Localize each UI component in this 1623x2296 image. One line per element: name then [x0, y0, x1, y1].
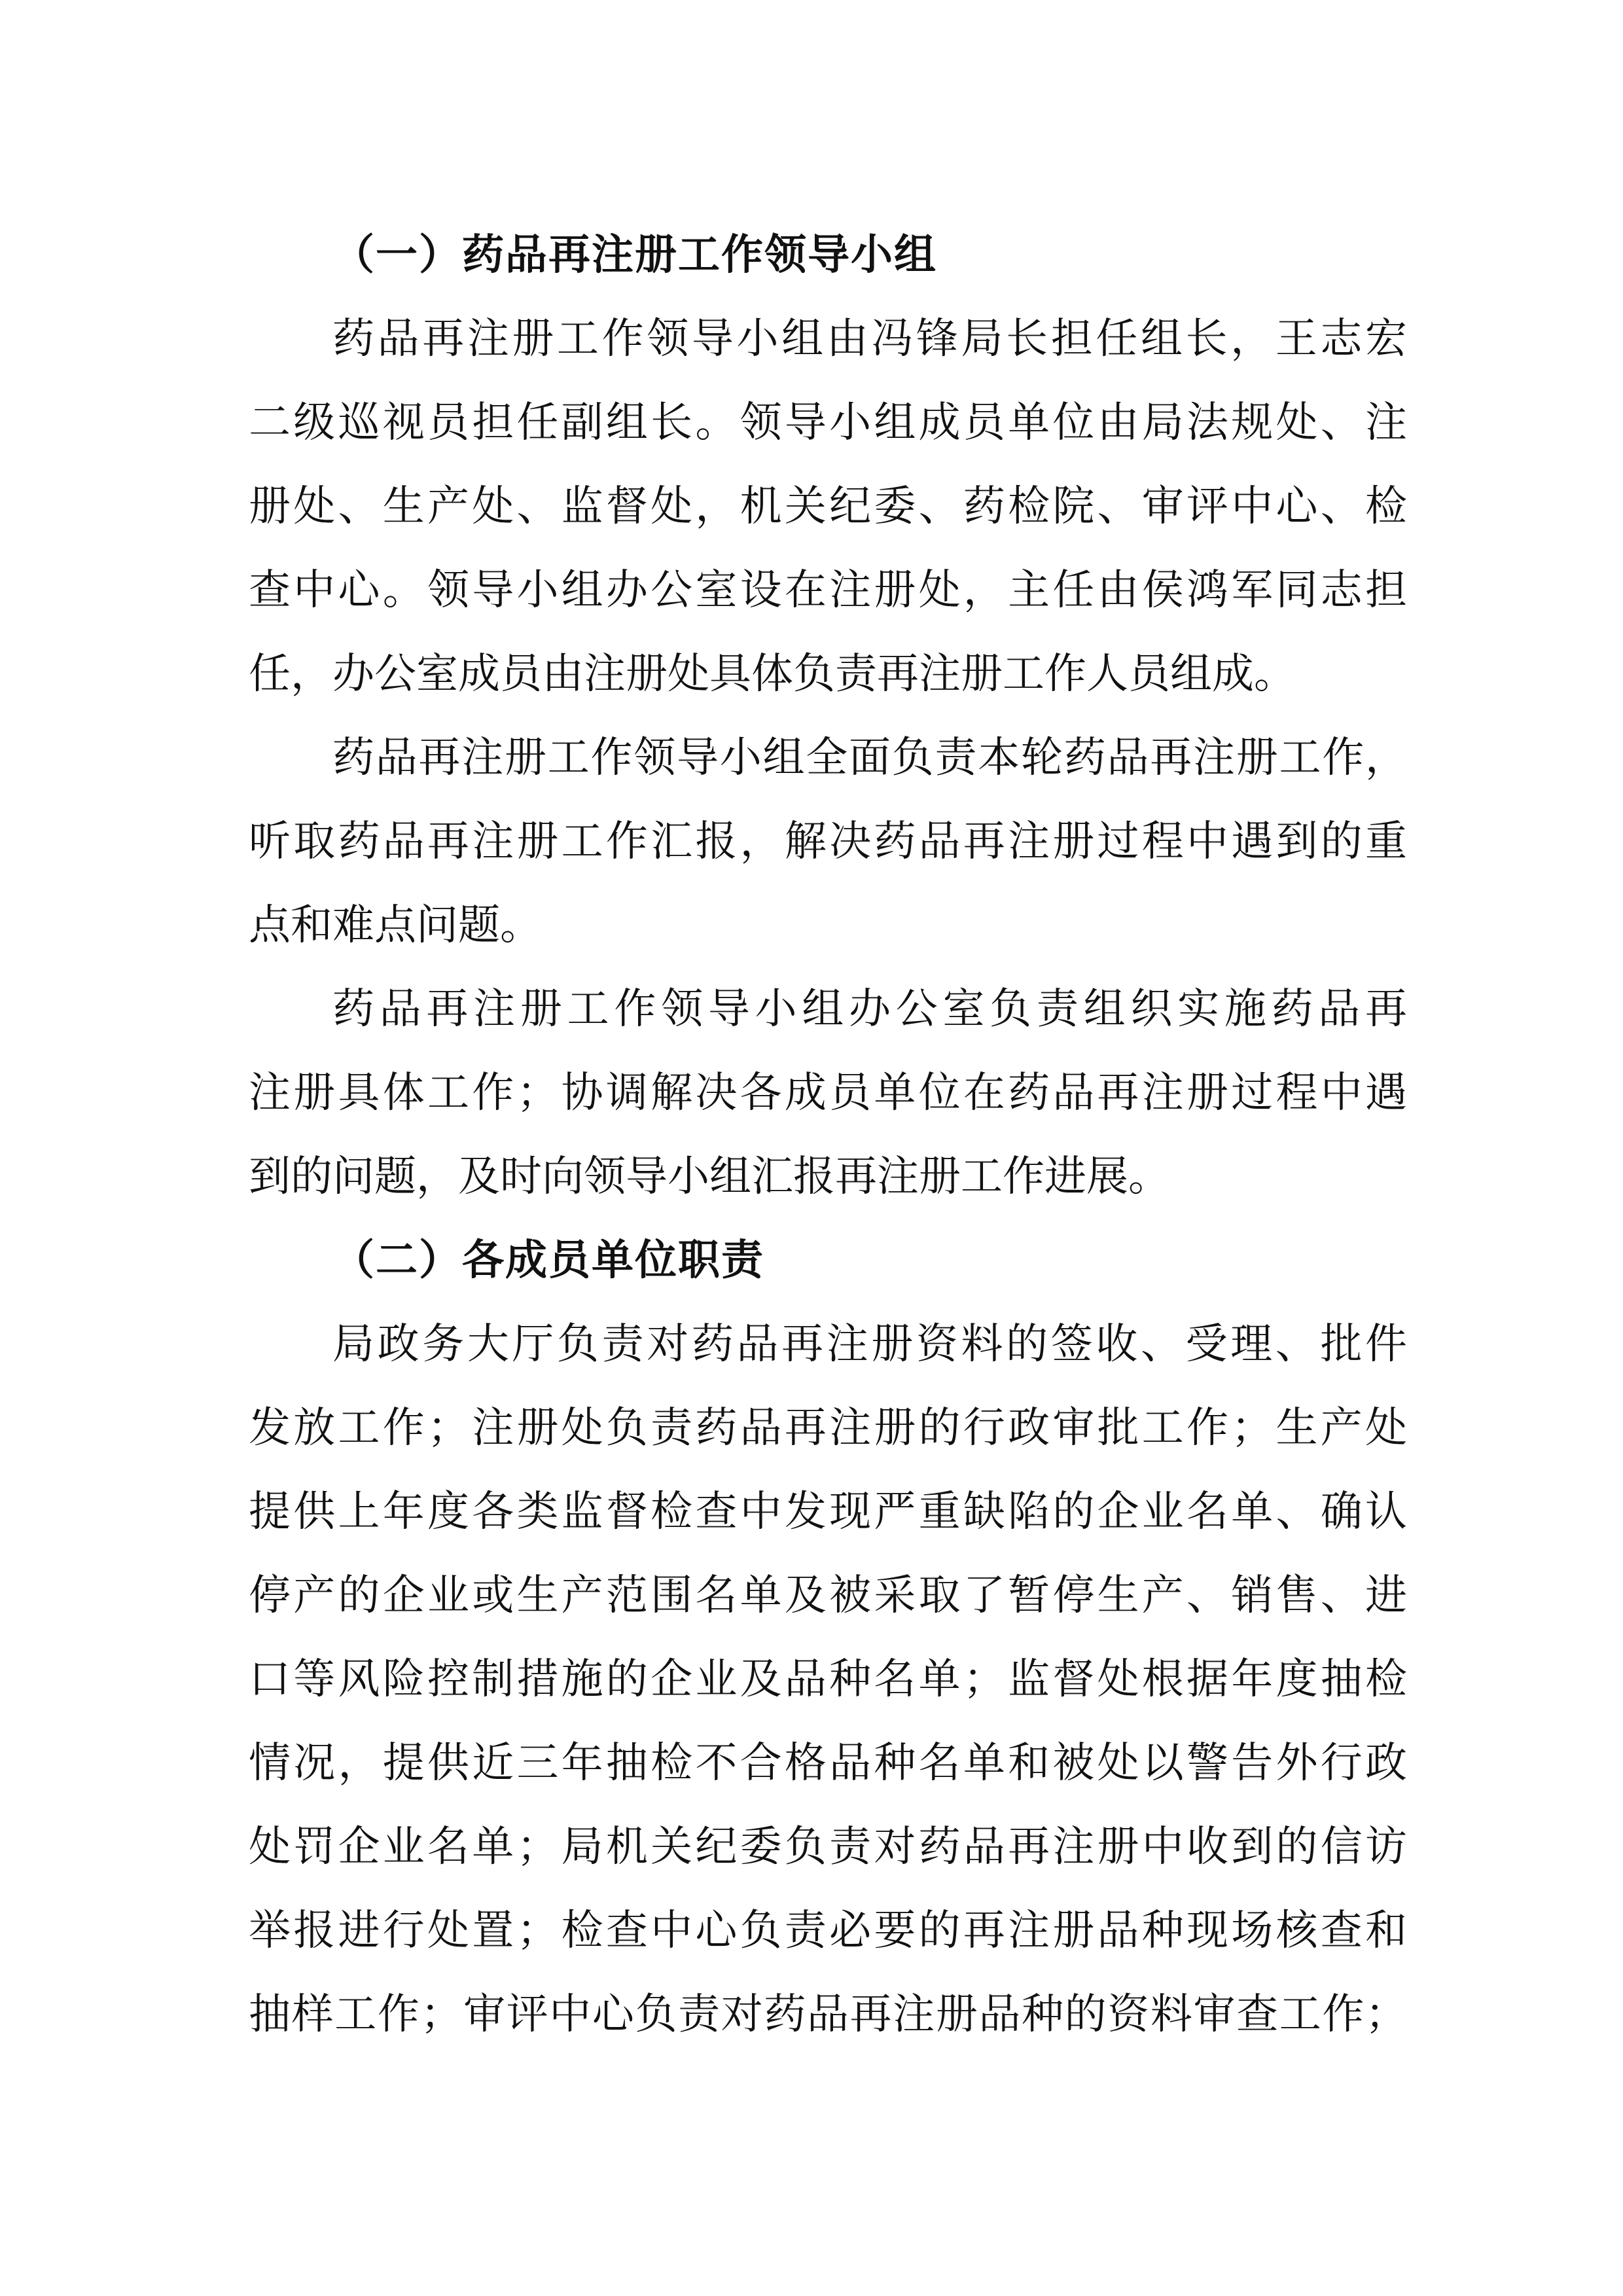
paragraph-line: 册处、生产处、监督处，机关纪委、药检院、审评中心、检	[249, 482, 1407, 531]
paragraph-line: 任，办公室成员由注册处具体负责再注册工作人员组成。	[249, 650, 1296, 698]
paragraph-line: 提供上年度各类监督检查中发现严重缺陷的企业名单、确认	[249, 1488, 1407, 1536]
paragraph-line: 听取药品再注册工作汇报，解决药品再注册过程中遇到的重	[249, 817, 1407, 866]
paragraph-line: 药品再注册工作领导小组全面负责本轮药品再注册工作，	[332, 734, 1407, 782]
paragraph-line: 二级巡视员担任副组长。领导小组成员单位由局法规处、注	[249, 399, 1407, 447]
section-heading-leadership-group: （一）药品再注册工作领导小组	[332, 230, 937, 279]
paragraph-line: 停产的企业或生产范围名单及被采取了暂停生产、销售、进	[249, 1571, 1407, 1620]
paragraph-line: 药品再注册工作领导小组办公室负责组织实施药品再	[332, 985, 1407, 1033]
paragraph-line: 点和难点问题。	[249, 901, 542, 950]
paragraph-line: 药品再注册工作领导小组由冯锋局长担任组长，王志宏	[332, 315, 1407, 363]
paragraph-line: 情况，提供近三年抽检不合格品种名单和被处以警告外行政	[249, 1739, 1407, 1787]
paragraph-line: 举报进行处置；检查中心负责必要的再注册品种现场核查和	[249, 1907, 1407, 1955]
paragraph-line: 注册具体工作；协调解决各成员单位在药品再注册过程中遇	[249, 1069, 1407, 1117]
paragraph-line: 局政务大厅负责对药品再注册资料的签收、受理、批件	[332, 1320, 1407, 1369]
paragraph-line: 口等风险控制措施的企业及品种名单；监督处根据年度抽检	[249, 1655, 1407, 1704]
paragraph-line: 到的问题，及时向领导小组汇报再注册工作进展。	[249, 1153, 1170, 1201]
paragraph-line: 查中心。领导小组办公室设在注册处，主任由侯鸿军同志担	[249, 566, 1407, 615]
section-heading-member-duties: （二）各成员单位职责	[332, 1236, 764, 1285]
paragraph-line: 处罚企业名单；局机关纪委负责对药品再注册中收到的信访	[249, 1823, 1407, 1871]
paragraph-line: 抽样工作；审评中心负责对药品再注册品种的资料审查工作；	[249, 1990, 1407, 2039]
paragraph-line: 发放工作；注册处负责药品再注册的行政审批工作；生产处	[249, 1404, 1407, 1452]
